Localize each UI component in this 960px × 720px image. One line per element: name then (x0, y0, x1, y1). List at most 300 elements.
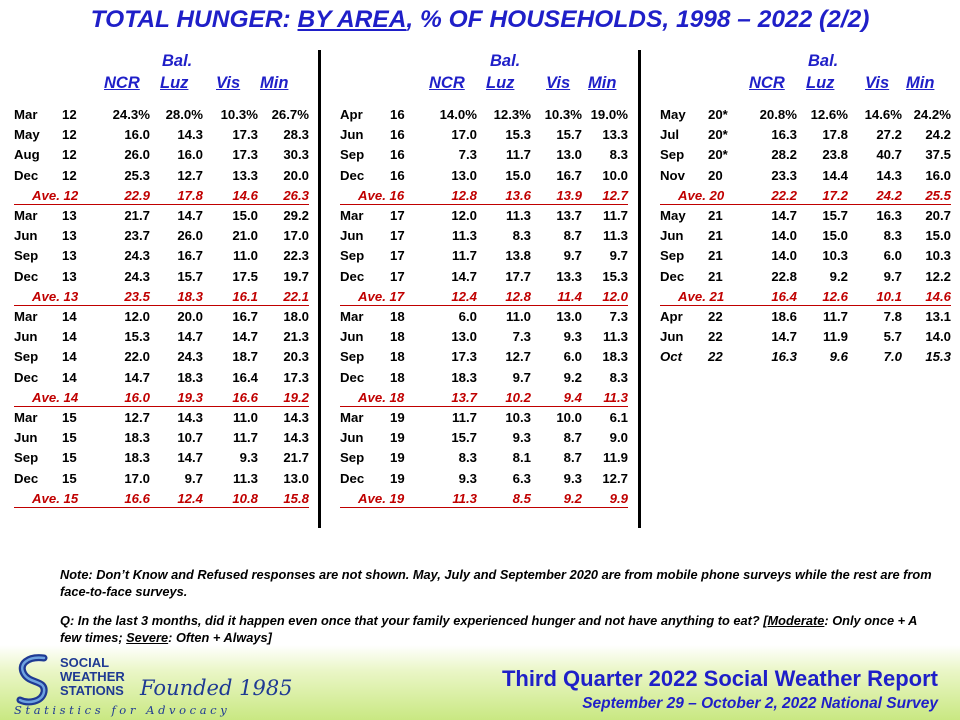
table-cell: 12.6% (810, 107, 848, 122)
row-year: 19 (390, 410, 405, 425)
column-header-luz: Luz (486, 74, 515, 92)
table-cell: 15.7 (451, 430, 477, 446)
row-year: 19 (390, 430, 405, 446)
table-cell: 9.3 (458, 470, 477, 486)
average-value: 12.0 (602, 288, 628, 304)
table-cell: 17.3 (232, 147, 258, 163)
table-cell: 14.0 (771, 228, 797, 244)
row-year: 20 (708, 167, 723, 183)
row-month: Mar (14, 410, 38, 425)
row-month: May (660, 107, 686, 122)
column-separator (318, 50, 321, 528)
table-cell: 21.7 (124, 208, 150, 223)
table-cell: 9.7 (184, 470, 203, 486)
average-value: 10.2 (505, 389, 531, 405)
row-month: Mar (14, 309, 38, 324)
table-cell: 14.7 (771, 329, 797, 345)
average-value: 16.6 (232, 389, 258, 405)
column-header-luz: Luz (160, 74, 189, 92)
table-cell: 17.7 (505, 268, 531, 284)
report-subtitle: September 29 – October 2, 2022 National Survey (582, 695, 938, 712)
table-cell: 14.3 (876, 167, 902, 183)
average-value: 8.5 (512, 490, 531, 506)
row-year: 22 (708, 329, 723, 345)
logo-text-stations: STATIONS (60, 683, 124, 698)
table-cell: 13.0 (556, 147, 582, 163)
table-cell: 11.3 (233, 470, 258, 486)
report-title: Third Quarter 2022 Social Weather Report (501, 666, 938, 691)
average-underline (660, 204, 951, 206)
row-year: 16 (390, 127, 405, 143)
row-year: 16 (390, 147, 405, 163)
table-cell: 22.0 (124, 349, 150, 365)
table-cell: 23.7 (124, 228, 150, 244)
row-year: 14 (62, 349, 77, 365)
table-cell: 16.7 (177, 248, 203, 264)
average-value: 11.3 (452, 490, 477, 506)
table-cell: 24.3 (177, 349, 203, 365)
row-month: Jun (14, 329, 38, 345)
table-cell: 6.3 (512, 470, 531, 486)
table-cell: 20.7 (925, 208, 951, 223)
table-cell: 9.7 (609, 248, 628, 264)
average-value: 16.6 (124, 490, 150, 506)
average-label: Ave. 15 (32, 490, 79, 506)
table-cell: 17.5 (232, 268, 258, 284)
table-cell: 14.3 (283, 410, 309, 425)
table-cell: 28.0% (165, 107, 203, 122)
average-value: 9.9 (609, 490, 628, 506)
column-header-vis: Vis (546, 74, 571, 92)
table-cell: 24.2% (913, 107, 951, 122)
table-cell: 8.3 (609, 147, 628, 163)
row-year: 22 (708, 349, 723, 365)
tagline: Statistics for Advocacy (14, 703, 231, 717)
column-header-min: Min (588, 74, 617, 92)
average-underline (340, 204, 628, 206)
table-cell: 13.7 (556, 208, 582, 223)
row-month: Jun (340, 329, 364, 345)
table-cell: 12.7 (177, 167, 203, 183)
table-cell: 17.3 (283, 369, 309, 385)
table-cell: 16.0 (925, 167, 951, 183)
row-year: 21 (708, 268, 723, 284)
table-cell: 13.0 (556, 309, 582, 324)
row-year: 12 (62, 127, 77, 143)
row-month: Sep (660, 147, 685, 163)
row-month: Dec (14, 268, 39, 284)
table-cell: 26.0 (177, 228, 203, 244)
table-cell: 12.7 (602, 470, 628, 486)
row-year: 14 (62, 309, 77, 324)
table-cell: 12.0 (124, 309, 150, 324)
average-value: 19.3 (177, 389, 203, 405)
row-year: 17 (390, 208, 405, 223)
table-cell: 27.2 (876, 127, 902, 143)
table-cell: 15.0 (822, 228, 848, 244)
row-month: Dec (340, 167, 365, 183)
row-month: Sep (340, 248, 365, 264)
average-value: 14.6 (232, 187, 258, 203)
table-cell: 18.7 (232, 349, 258, 365)
row-year: 18 (390, 349, 405, 365)
table-cell: 14.4 (822, 167, 848, 183)
table-cell: 37.5 (925, 147, 951, 163)
table-cell: 11.7 (506, 147, 531, 163)
row-month: Aug (14, 147, 40, 163)
row-month: Mar (14, 107, 38, 122)
row-year: 12 (62, 147, 77, 163)
table-cell: 21.0 (232, 228, 258, 244)
average-value: 26.3 (283, 187, 309, 203)
table-cell: 8.7 (563, 228, 582, 244)
column-header-min: Min (906, 74, 935, 92)
table-cell: 16.0 (124, 127, 150, 143)
table-cell: 21.3 (283, 329, 309, 345)
table-cell: 9.7 (563, 248, 582, 264)
average-label: Ave. 18 (358, 389, 405, 405)
table-cell: 15.0 (505, 167, 531, 183)
table-cell: 15.0 (232, 208, 258, 223)
average-value: 16.1 (232, 288, 258, 304)
table-cell: 6.0 (458, 309, 477, 324)
average-value: 11.4 (557, 288, 582, 304)
average-value: 13.6 (505, 187, 531, 203)
table-cell: 14.7 (124, 369, 150, 385)
table-cell: 11.7 (603, 208, 628, 223)
table-cell: 10.3% (544, 107, 582, 122)
table-cell: 17.0 (124, 470, 150, 486)
row-month: Dec (340, 369, 365, 385)
row-month: Dec (660, 268, 685, 284)
table-cell: 17.8 (822, 127, 848, 143)
average-underline (340, 406, 628, 408)
average-label: Ave. 13 (32, 288, 79, 304)
table-cell: 18.0 (283, 309, 309, 324)
row-year: 13 (62, 208, 77, 223)
table-cell: 5.7 (883, 329, 902, 345)
table-cell: 10.3 (822, 248, 848, 264)
column-header-bal: Bal. (808, 52, 839, 70)
row-year: 18 (390, 309, 405, 324)
table-cell: 14.7 (177, 450, 203, 466)
table-cell: 18.3 (124, 430, 150, 446)
table-cell: 6.1 (609, 410, 628, 425)
row-month: Nov (660, 167, 685, 183)
table-cell: 10.0 (602, 167, 628, 183)
table-cell: 11.0 (506, 309, 531, 324)
table-cell: 13.0 (451, 167, 477, 183)
table-cell: 8.3 (458, 450, 477, 466)
table-cell: 14.7 (232, 329, 258, 345)
row-year: 13 (62, 248, 77, 264)
table-cell: 8.7 (563, 430, 582, 446)
row-year: 16 (390, 107, 405, 122)
column-header-ncr: NCR (749, 74, 785, 92)
average-value: 12.6 (822, 288, 848, 304)
table-cell: 23.3 (771, 167, 797, 183)
table-cell: 14.7 (177, 208, 203, 223)
row-year: 18 (390, 369, 405, 385)
average-value: 15.8 (283, 490, 309, 506)
average-value: 17.8 (177, 187, 203, 203)
column-separator (638, 50, 641, 528)
row-month: Sep (660, 248, 685, 264)
column-header-vis: Vis (865, 74, 890, 92)
table-cell: 7.0 (883, 349, 902, 365)
row-year: 20* (708, 127, 728, 143)
table-cell: 14.3 (283, 430, 309, 446)
table-cell: 20.8% (759, 107, 797, 122)
average-value: 16.0 (124, 389, 150, 405)
table-cell: 14.0 (771, 248, 797, 264)
column-header-bal: Bal. (490, 52, 521, 70)
table-cell: 14.0% (439, 107, 477, 122)
row-year: 15 (62, 450, 77, 466)
row-month: Jul (660, 127, 680, 143)
table-cell: 14.7 (451, 268, 477, 284)
table-cell: 13.3 (232, 167, 258, 183)
table-cell: 10.3 (505, 410, 531, 425)
table-cell: 15.7 (177, 268, 203, 284)
row-year: 18 (390, 329, 405, 345)
row-month: Apr (340, 107, 363, 122)
row-month: Jun (340, 430, 364, 446)
row-month: Sep (14, 450, 39, 466)
sws-logo-icon (14, 654, 54, 706)
row-year: 17 (390, 248, 405, 264)
table-cell: 9.0 (609, 430, 628, 446)
row-year: 14 (62, 329, 77, 345)
row-month: Apr (660, 309, 683, 324)
row-month: Jun (14, 430, 38, 446)
table-cell: 9.7 (512, 369, 531, 385)
row-month: Oct (660, 349, 682, 365)
row-year: 17 (390, 228, 405, 244)
table-cell: 15.3 (602, 268, 628, 284)
table-cell: 15.7 (822, 208, 848, 223)
row-month: Jun (660, 329, 684, 345)
average-value: 22.9 (124, 187, 150, 203)
table-cell: 18.3 (451, 369, 477, 385)
table-cell: 30.3 (283, 147, 309, 163)
table-cell: 9.2 (563, 369, 582, 385)
table-cell: 9.7 (883, 268, 902, 284)
row-year: 20* (708, 107, 728, 122)
row-year: 15 (62, 430, 77, 446)
table-cell: 8.3 (883, 228, 902, 244)
average-value: 12.7 (602, 187, 628, 203)
row-year: 13 (62, 268, 77, 284)
table-cell: 18.3 (177, 369, 203, 385)
page-title: TOTAL HUNGER: BY AREA, % OF HOUSEHOLDS, 1998 – 2022 (2/2) (90, 6, 870, 33)
table-cell: 7.3 (512, 329, 531, 345)
average-value: 22.2 (771, 187, 797, 203)
table-cell: 26.0 (124, 147, 150, 163)
table-cell: 17.0 (283, 228, 309, 244)
row-month: Jun (660, 228, 684, 244)
table-cell: 20.0 (283, 167, 309, 183)
average-value: 16.4 (771, 288, 797, 304)
average-value: 23.5 (124, 288, 150, 304)
row-month: Sep (340, 147, 365, 163)
column-header-ncr: NCR (104, 74, 140, 92)
table-cell: 20.0 (177, 309, 203, 324)
table-cell: 11.0 (233, 410, 258, 425)
table-cell: 14.3 (177, 410, 203, 425)
table-cell: 11.0 (233, 248, 258, 264)
row-year: 15 (62, 470, 77, 486)
table-cell: 9.3 (512, 430, 531, 446)
average-value: 12.8 (505, 288, 531, 304)
row-month: Jun (340, 127, 364, 143)
average-underline (660, 305, 951, 307)
average-value: 12.8 (451, 187, 477, 203)
table-cell: 11.9 (823, 329, 848, 345)
survey-question: Q: In the last 3 months, did it happen even once that your family experienced hunger and not have anything to eat? [Moderate: Only once + A few times; Severe: Often + Always] (60, 613, 917, 645)
table-cell: 11.7 (233, 430, 258, 446)
table-cell: 16.7 (556, 167, 582, 183)
table-cell: 8.3 (609, 369, 628, 385)
table-cell: 13.1 (925, 309, 951, 324)
table-cell: 40.7 (876, 147, 902, 163)
average-underline (14, 204, 309, 206)
average-value: 12.4 (177, 490, 203, 506)
row-month: Dec (14, 369, 39, 385)
table-cell: 18.3 (124, 450, 150, 466)
table-cell: 12.7 (124, 410, 150, 425)
row-month: Sep (14, 349, 39, 365)
table-cell: 8.3 (512, 228, 531, 244)
table-cell: 10.7 (177, 430, 203, 446)
row-year: 15 (62, 410, 77, 425)
table-cell: 11.7 (823, 309, 848, 324)
row-month: Dec (14, 167, 39, 183)
row-month: Dec (14, 470, 39, 486)
row-month: Mar (340, 410, 364, 425)
table-cell: 13.3 (602, 127, 628, 143)
average-value: 22.1 (283, 288, 309, 304)
column-header-ncr: NCR (429, 74, 465, 92)
average-label: Ave. 20 (678, 187, 725, 203)
average-value: 12.4 (451, 288, 477, 304)
average-value: 18.3 (177, 288, 203, 304)
row-year: 17 (390, 268, 405, 284)
average-underline (14, 507, 309, 509)
average-value: 24.2 (876, 187, 902, 203)
table-cell: 24.3% (112, 107, 150, 122)
row-year: 21 (708, 248, 723, 264)
table-cell: 9.3 (563, 470, 582, 486)
average-value: 25.5 (925, 187, 951, 203)
table-cell: 6.0 (563, 349, 582, 365)
table-cell: 7.3 (458, 147, 477, 163)
table-cell: 22.3 (283, 248, 309, 264)
table-cell: 16.7 (232, 309, 258, 324)
table-cell: 13.0 (283, 470, 309, 486)
title-highlight: BY AREA (297, 6, 407, 33)
average-label: Ave. 17 (358, 288, 405, 304)
row-month: Sep (14, 248, 39, 264)
founded-label: Founded 1985 (140, 676, 293, 700)
table-cell: 15.3 (124, 329, 150, 345)
logo-text-social: SOCIAL (60, 655, 110, 670)
table-cell: 13.8 (505, 248, 531, 264)
average-underline (14, 406, 309, 408)
table-cell: 26.7% (271, 107, 309, 122)
row-year: 22 (708, 309, 723, 324)
table-cell: 11.3 (506, 208, 531, 223)
table-cell: 7.8 (883, 309, 902, 324)
row-year: 19 (390, 470, 405, 486)
table-cell: 14.7 (177, 329, 203, 345)
row-year: 12 (62, 167, 77, 183)
table-cell: 9.6 (829, 349, 848, 365)
average-value: 13.7 (451, 389, 477, 405)
table-cell: 28.2 (771, 147, 797, 163)
table-cell: 11.3 (603, 228, 628, 244)
table-cell: 10.0 (556, 410, 582, 425)
table-cell: 18.3 (602, 349, 628, 365)
row-year: 20* (708, 147, 728, 163)
row-month: Mar (340, 309, 364, 324)
table-cell: 14.0 (925, 329, 951, 345)
table-cell: 16.0 (177, 147, 203, 163)
table-cell: 19.0% (590, 107, 628, 122)
table-cell: 16.3 (771, 127, 797, 143)
table-cell: 18.6 (771, 309, 797, 324)
row-month: Dec (340, 268, 365, 284)
average-underline (340, 507, 628, 509)
table-cell: 16.3 (876, 208, 902, 223)
table-cell: 11.9 (603, 450, 628, 466)
table-cell: 17.3 (232, 127, 258, 143)
table-cell: 8.1 (512, 450, 531, 466)
table-cell: 29.2 (283, 208, 309, 223)
table-cell: 15.3 (505, 127, 531, 143)
average-label: Ave. 16 (358, 187, 405, 203)
table-cell: 16.3 (771, 349, 797, 365)
average-value: 13.9 (556, 187, 582, 203)
table-cell: 10.3% (220, 107, 258, 122)
table-cell: 24.3 (124, 268, 150, 284)
table-cell: 9.3 (563, 329, 582, 345)
row-year: 14 (62, 369, 77, 385)
survey-note: Note: Don’t Know and Refused responses are not shown. May, July and September 2020 are from mobile phone surveys while the rest are from face-to-face surveys. (60, 567, 932, 599)
row-month: Sep (340, 349, 365, 365)
table-cell: 24.3 (124, 248, 150, 264)
table-cell: 10.3 (925, 248, 951, 264)
table-cell: 13.0 (451, 329, 477, 345)
table-cell: 12.7 (505, 349, 531, 365)
average-underline (14, 305, 309, 307)
table-cell: 25.3 (124, 167, 150, 183)
table-cell: 12.0 (451, 208, 477, 223)
average-label: Ave. 21 (678, 288, 725, 304)
average-value: 9.2 (563, 490, 582, 506)
table-cell: 14.6% (864, 107, 902, 122)
row-year: 13 (62, 228, 77, 244)
table-cell: 9.2 (829, 268, 848, 284)
average-value: 10.8 (232, 490, 258, 506)
table-cell: 12.2 (925, 268, 951, 284)
average-label: Ave. 19 (358, 490, 405, 506)
table-cell: 17.3 (451, 349, 477, 365)
average-label: Ave. 12 (32, 187, 79, 203)
table-cell: 11.3 (452, 228, 477, 244)
row-month: Jun (340, 228, 364, 244)
table-cell: 15.3 (925, 349, 951, 365)
